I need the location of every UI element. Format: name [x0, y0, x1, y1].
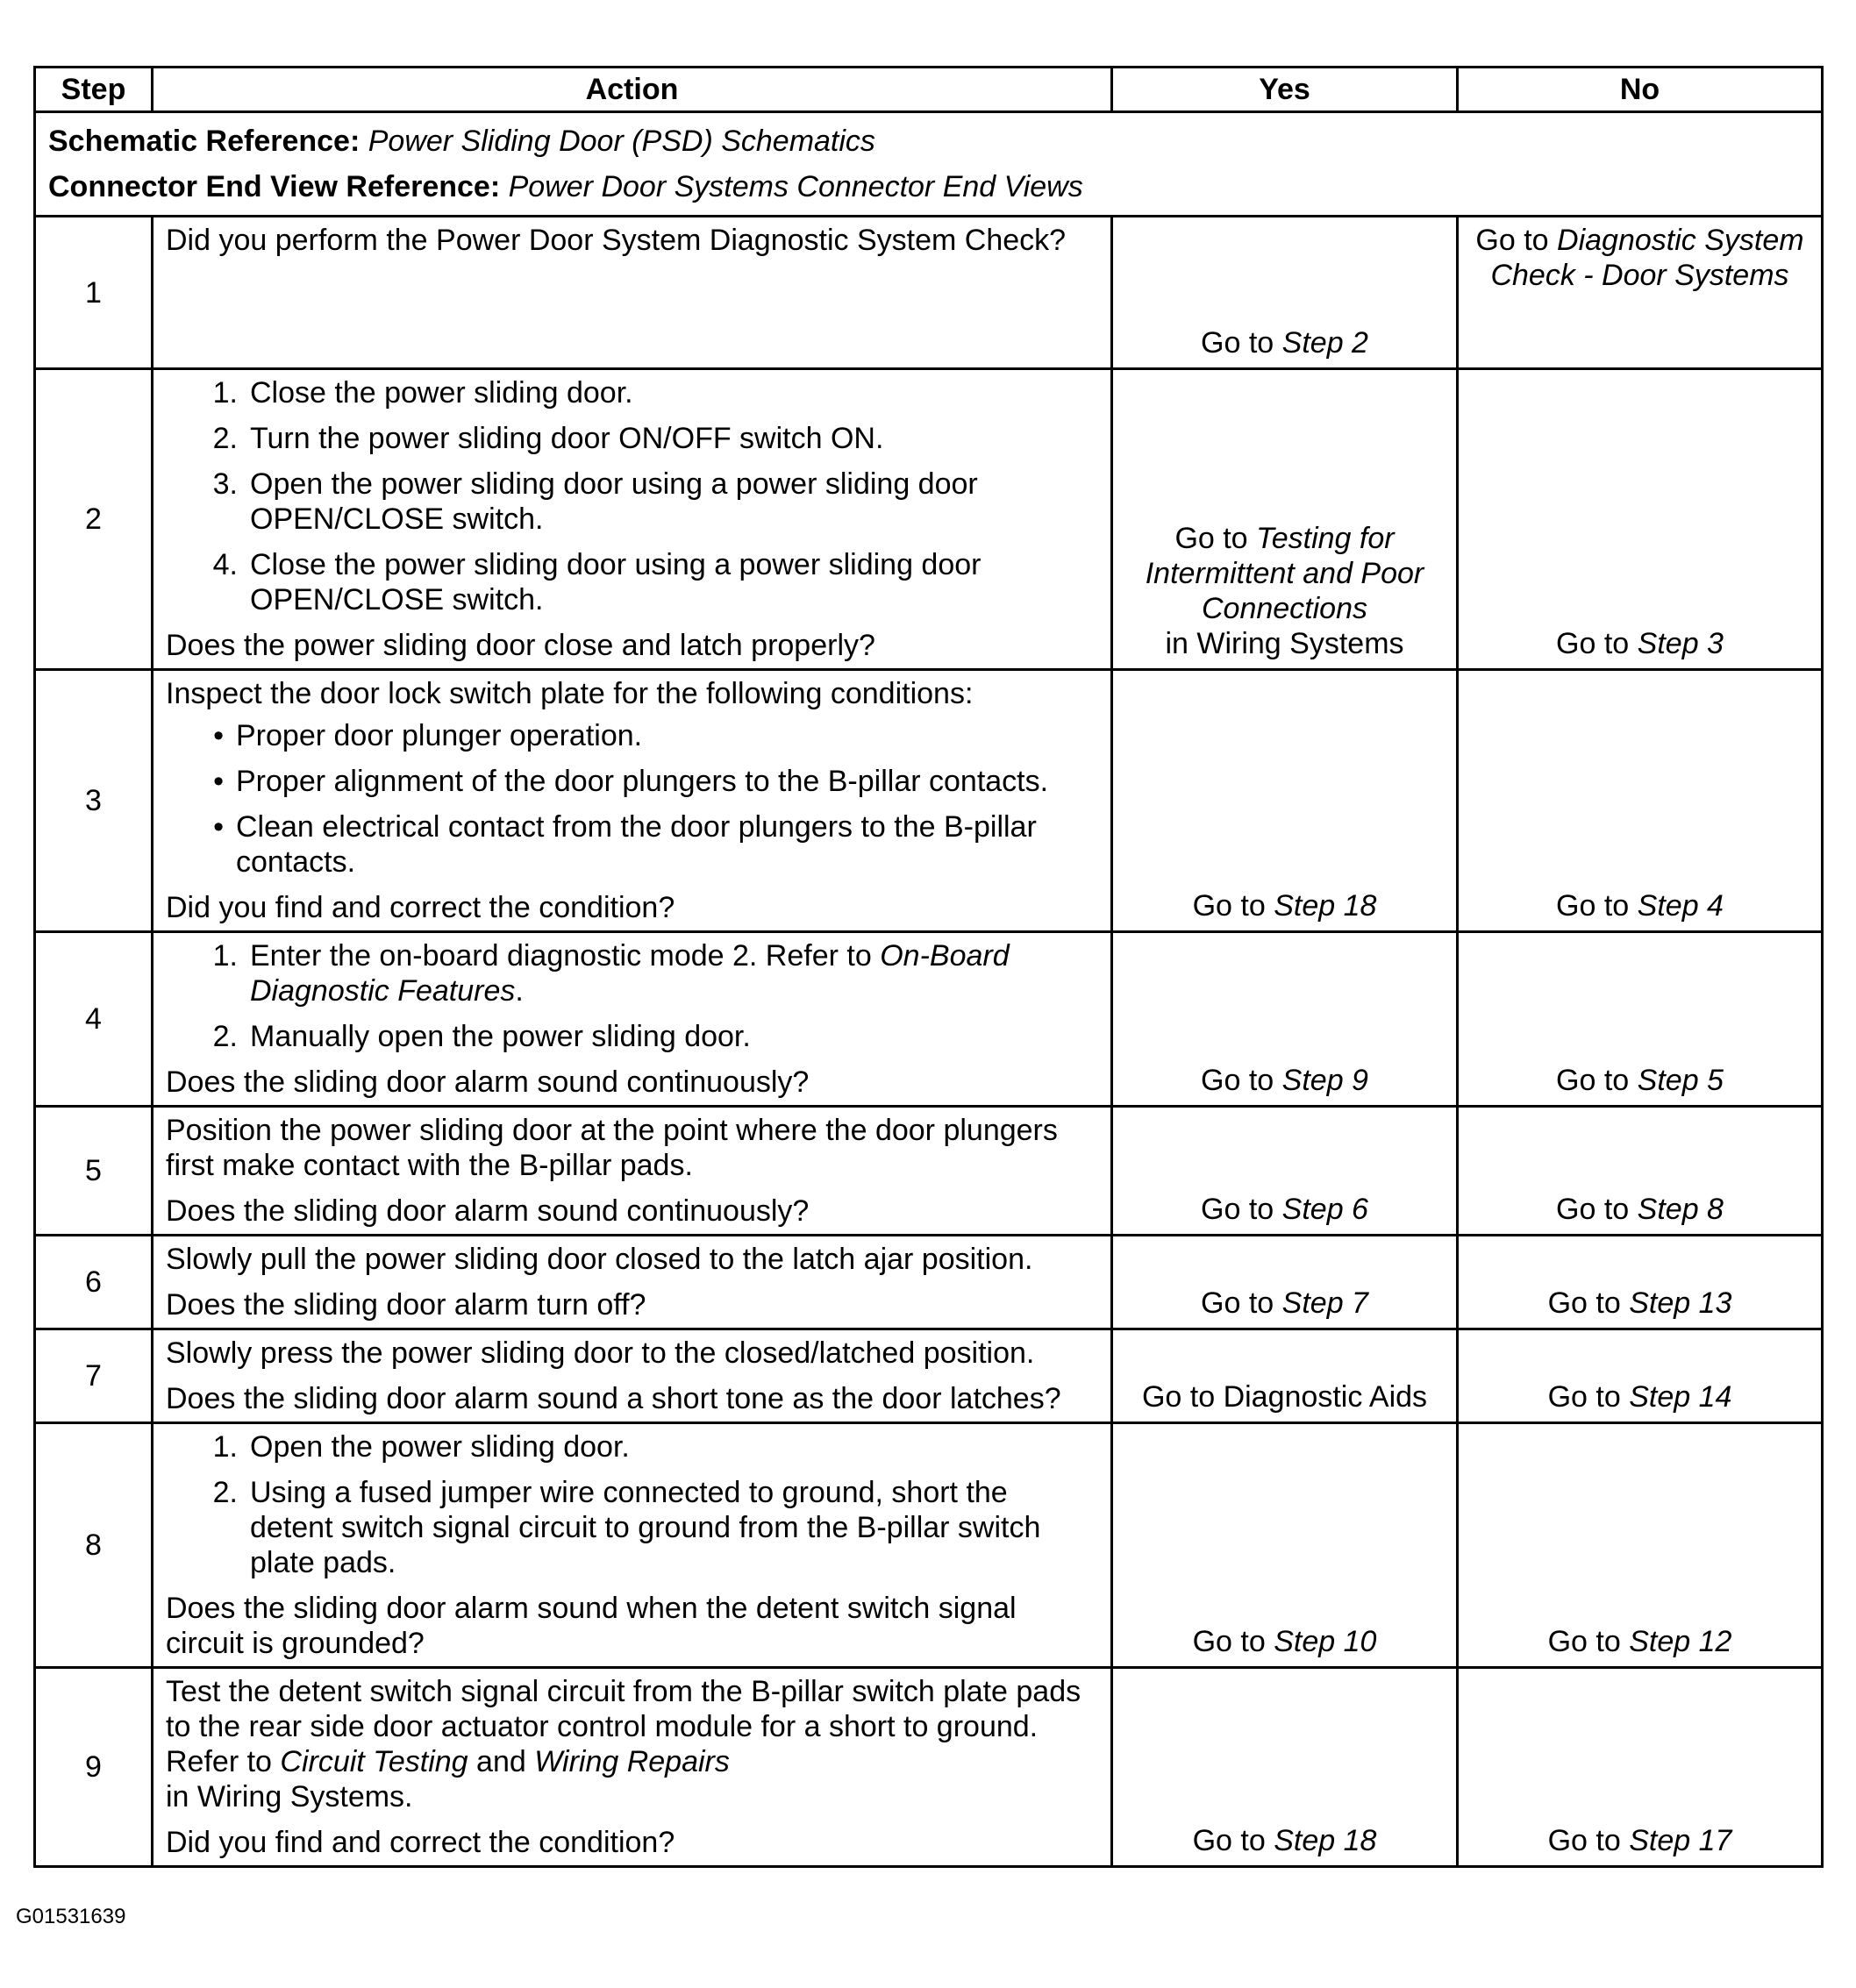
table-row: [35, 1107, 1823, 1236]
action-question: Does the power sliding door close and latch properly?: [166, 629, 875, 662]
yes-link[interactable]: Testing for Intermittent and Poor Connections: [1145, 522, 1424, 625]
yes-link[interactable]: Step 2: [1281, 326, 1368, 360]
header-row: [35, 68, 1823, 112]
no-cell: [1458, 369, 1823, 670]
action-question: Does the sliding door alarm sound a short tone as the door latches?: [166, 1382, 1061, 1415]
no-link[interactable]: Step 17: [1629, 1824, 1732, 1857]
no-cell: [1458, 1329, 1823, 1423]
go-to-text: Go to: [1201, 1286, 1274, 1320]
list-item: 2. Using a fused jumper wire connected to ground, short the detent switch signal circuit to ground from the B-pillar switch plate pads.: [166, 1475, 1098, 1580]
no-cell: [1458, 1236, 1823, 1329]
circuit-testing-link[interactable]: Circuit Testing: [280, 1745, 468, 1778]
action-cell: [153, 1236, 1112, 1329]
no-cell: [1458, 1423, 1823, 1668]
header-no: No: [1458, 68, 1823, 112]
yes-cell: [1112, 670, 1458, 932]
diagnostic-table: [33, 66, 1824, 1868]
no-cell: [1458, 670, 1823, 932]
schematic-reference: [48, 118, 1809, 164]
no-link[interactable]: Diagnostic System Check - Door Systems: [1490, 224, 1804, 292]
action-cell: [153, 1329, 1112, 1423]
go-to-text: Go to: [1201, 1064, 1274, 1097]
onboard-diagnostic-link[interactable]: On-Board Diagnostic Features: [250, 939, 1010, 1008]
list-item-text: Proper door plunger operation.: [236, 719, 643, 752]
wiring-repairs-link[interactable]: Wiring Repairs: [534, 1745, 730, 1778]
action-cell: [153, 670, 1112, 932]
connector-reference-label: Connector End View Reference:: [48, 170, 501, 203]
table-row: [35, 670, 1823, 932]
action-cell: [153, 1107, 1112, 1236]
step-number: 8: [35, 1423, 153, 1668]
table-row: [35, 1329, 1823, 1423]
list-item-text: Open the power sliding door.: [250, 1430, 630, 1464]
action-text-and: and: [476, 1745, 526, 1778]
connector-reference-link[interactable]: Power Door Systems Connector End Views: [508, 170, 1083, 203]
no-cell: [1458, 932, 1823, 1107]
action-text: Slowly pull the power sliding door closed to the latch ajar position.: [166, 1243, 1033, 1276]
yes-cell: [1112, 1668, 1458, 1867]
action-question: Does the sliding door alarm sound continuously?: [166, 1065, 810, 1099]
yes-link[interactable]: Step 9: [1281, 1064, 1368, 1097]
table-row: [35, 932, 1823, 1107]
go-to-text: Go to: [1556, 1193, 1630, 1226]
action-text-part: in Wiring Systems.: [166, 1780, 413, 1813]
list-item: 1. Enter the on-board diagnostic mode 2. Refer to On-Board Diagnostic Features.: [212, 939, 1010, 1008]
step-number: 4: [35, 932, 153, 1107]
reference-cell: [35, 112, 1823, 217]
list-item: 2. Manually open the power sliding door.: [166, 1019, 1098, 1054]
list-item: 1. Open the power sliding door.: [166, 1429, 1098, 1464]
yes-link[interactable]: Step 18: [1274, 889, 1377, 923]
action-text: Position the power sliding door at the point where the door plungers first make contact with the B-pillar pads.: [166, 1114, 1058, 1182]
list-item: • Clean electrical contact from the door plungers to the B-pillar contacts.: [166, 809, 1098, 880]
schematic-reference-label: Schematic Reference:: [48, 125, 360, 158]
table-row: [35, 369, 1823, 670]
go-to-text: Go to: [1556, 627, 1630, 660]
reference-row: [35, 112, 1823, 217]
action-cell: [153, 217, 1112, 369]
table-row: [35, 1423, 1823, 1668]
action-question: Does the sliding door alarm sound when the detent switch signal circuit is grounded?: [166, 1592, 1017, 1660]
go-to-text: Go to: [1556, 889, 1630, 923]
diagnostic-table-container: [33, 66, 1821, 1868]
action-question: Did you find and correct the condition?: [166, 891, 675, 924]
action-list: [166, 375, 1098, 617]
go-to-text: Go to: [1174, 522, 1248, 555]
action-question: Does the sliding door alarm turn off?: [166, 1288, 646, 1322]
list-item-text: Open the power sliding door using a power sliding door OPEN/CLOSE switch.: [250, 467, 978, 536]
diagnostic-aids-link[interactable]: Go to Diagnostic Aids: [1141, 1380, 1428, 1414]
yes-cell: [1112, 1107, 1458, 1236]
yes-cell: [1112, 1423, 1458, 1668]
list-item-text: Enter the on-board diagnostic mode 2. Refer to: [250, 939, 872, 973]
action-cell: [153, 1668, 1112, 1867]
no-link[interactable]: Step 13: [1629, 1286, 1732, 1320]
table-row: [35, 1236, 1823, 1329]
list-item-text: Using a fused jumper wire connected to ground, short the detent switch signal circuit to ground from the B-pillar switch plate pads.: [250, 1476, 1041, 1579]
go-to-text: Go to: [1547, 1824, 1621, 1857]
list-item-text: Manually open the power sliding door.: [250, 1020, 751, 1053]
step-number: 3: [35, 670, 153, 932]
no-cell: [1458, 1668, 1823, 1867]
action-text: Slowly press the power sliding door to the closed/latched position.: [166, 1336, 1035, 1370]
yes-link[interactable]: Step 7: [1281, 1286, 1368, 1320]
go-to-text: Go to: [1547, 1625, 1621, 1658]
no-link[interactable]: Step 5: [1637, 1064, 1724, 1097]
go-to-text: Go to: [1192, 1625, 1266, 1658]
action-text-part: Test the detent switch signal circuit from the B-pillar switch plate pads to the rear side door actuator control module for a short to ground. Refer to: [166, 1675, 1081, 1778]
list-item: 1. Close the power sliding door.: [166, 375, 1098, 410]
list-item: • Proper door plunger operation.: [166, 718, 1098, 753]
table-row: [35, 217, 1823, 369]
no-cell: [1458, 1107, 1823, 1236]
yes-cell: [1112, 1329, 1458, 1423]
yes-cell: [1112, 1236, 1458, 1329]
action-question: Did you find and correct the condition?: [166, 1826, 675, 1859]
go-to-text: Go to: [1192, 1824, 1266, 1857]
yes-link[interactable]: Step 6: [1281, 1193, 1368, 1226]
no-link[interactable]: Step 14: [1629, 1380, 1732, 1414]
yes-cell: [1112, 932, 1458, 1107]
action-cell: [153, 932, 1112, 1107]
list-item-text: Proper alignment of the door plungers to the B-pillar contacts.: [236, 765, 1049, 798]
go-to-text: Go to: [1556, 1064, 1630, 1097]
step-number: 6: [35, 1236, 153, 1329]
go-to-text: Go to: [1201, 1193, 1274, 1226]
no-link[interactable]: Step 8: [1637, 1193, 1724, 1226]
action-list: [166, 938, 1098, 1054]
action-intro: Inspect the door lock switch plate for the following conditions:: [166, 677, 974, 710]
no-link[interactable]: Step 3: [1637, 627, 1724, 660]
yes-link[interactable]: Step 18: [1274, 1824, 1377, 1857]
step-number: 1: [35, 217, 153, 369]
figure-id: G01531639: [16, 1905, 126, 1928]
go-to-text: Go to: [1547, 1380, 1621, 1414]
no-cell: [1458, 217, 1823, 369]
yes-cell: [1112, 369, 1458, 670]
schematic-reference-link[interactable]: Power Sliding Door (PSD) Schematics: [368, 125, 875, 158]
yes-cell: [1112, 217, 1458, 369]
list-item: 3. Open the power sliding door using a power sliding door OPEN/CLOSE switch.: [166, 467, 1098, 537]
header-step: Step: [35, 68, 153, 112]
connector-reference: [48, 164, 1809, 210]
table-row: [35, 1668, 1823, 1867]
action-list: [166, 1429, 1098, 1580]
go-to-text: Go to: [1547, 1286, 1621, 1320]
go-to-text: Go to: [1475, 224, 1549, 257]
action-cell: [153, 369, 1112, 670]
go-to-text: Go to: [1192, 889, 1266, 923]
step-number: 2: [35, 369, 153, 670]
list-item-text: Close the power sliding door.: [250, 376, 633, 410]
action-text: Did you perform the Power Door System Diagnostic System Check?: [166, 224, 1067, 257]
list-item: 2. Turn the power sliding door ON/OFF switch ON.: [166, 421, 1098, 456]
header-yes: Yes: [1112, 68, 1458, 112]
step-number: 9: [35, 1668, 153, 1867]
go-to-text: Go to: [1201, 326, 1274, 360]
no-link[interactable]: Step 4: [1637, 889, 1724, 923]
list-item-text: Turn the power sliding door ON/OFF switch ON.: [250, 422, 884, 455]
yes-link[interactable]: Step 10: [1274, 1625, 1377, 1658]
list-item: • Proper alignment of the door plungers to the B-pillar contacts.: [166, 764, 1098, 799]
list-item-text: Clean electrical contact from the door plungers to the B-pillar contacts.: [236, 810, 1037, 879]
condition-list: [166, 718, 1098, 880]
step-number: 5: [35, 1107, 153, 1236]
list-item: 4. Close the power sliding door using a power sliding door OPEN/CLOSE switch.: [166, 547, 1098, 617]
action-cell: [153, 1423, 1112, 1668]
list-item-text: Close the power sliding door using a power sliding door OPEN/CLOSE switch.: [250, 548, 982, 616]
step-number: 7: [35, 1329, 153, 1423]
yes-suffix: in Wiring Systems: [1165, 627, 1404, 660]
action-question: Does the sliding door alarm sound continuously?: [166, 1194, 810, 1228]
no-link[interactable]: Step 12: [1629, 1625, 1732, 1658]
action-text: [166, 1674, 1098, 1814]
header-action: Action: [153, 68, 1112, 112]
